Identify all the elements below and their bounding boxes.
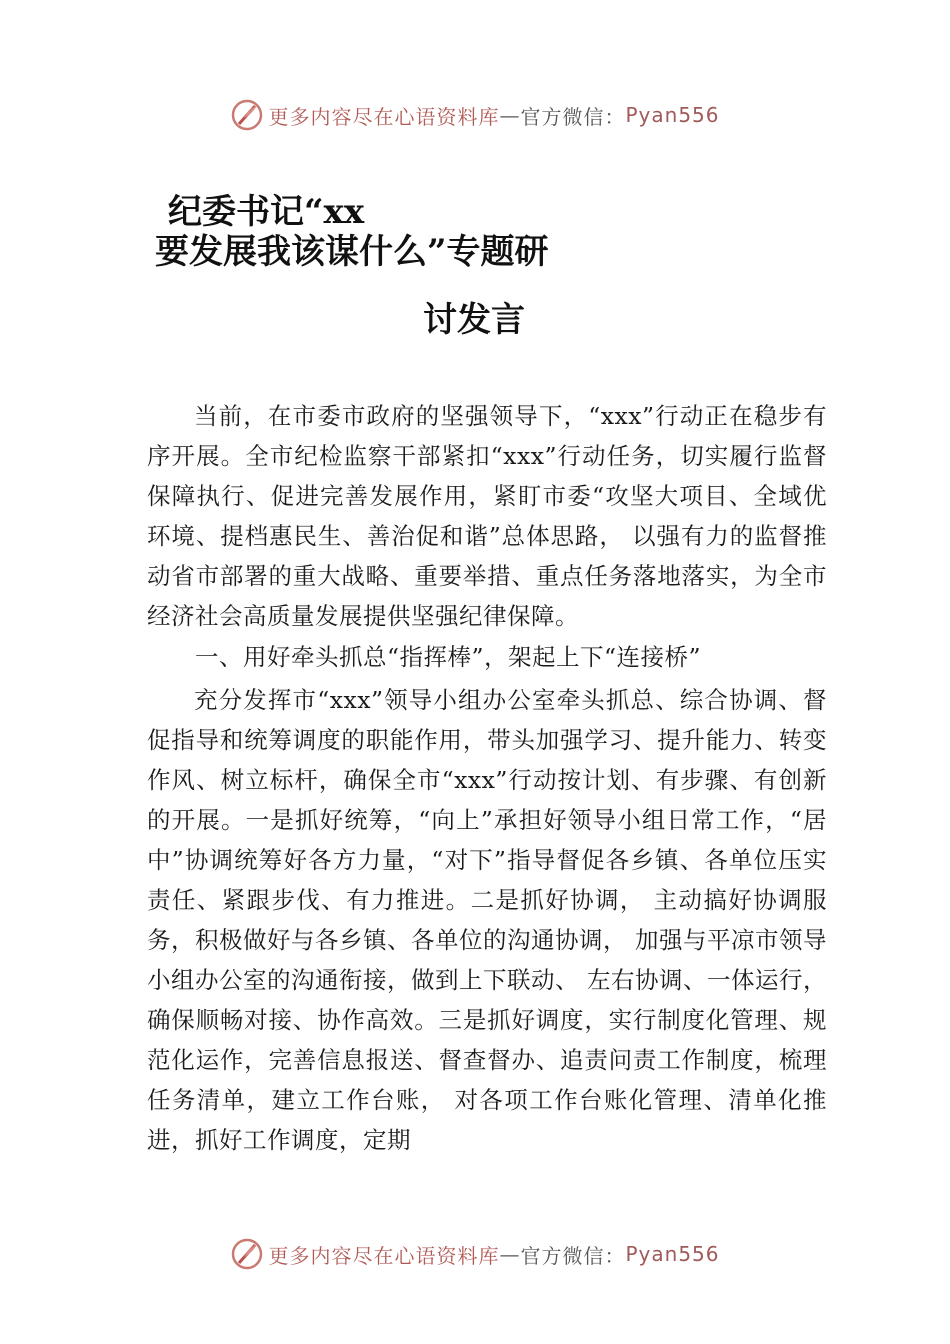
watermark-wechat-id: Pyan556 [625, 103, 720, 127]
watermark-label: 官方微信： [520, 104, 626, 129]
watermark-lead: 更多内容尽在心语资料库 [268, 1243, 500, 1268]
section-heading-1: 一、用好牵头抓总“指挥棒”，架起上下“连接桥” [195, 643, 702, 671]
watermark-wechat-id: Pyan556 [625, 1242, 720, 1266]
quill-logo-icon [230, 1237, 264, 1271]
watermark-banner-top [0, 95, 950, 135]
doc-title-line-3: 讨发言 [423, 300, 525, 340]
body-paragraph-1: 当前，在市委市政府的坚强领导下，“xxx”行动正在稳步有序开展。全市纪检监察干部紧扣“xxx”行动任务，切实履行监督保障执行、促进完善发展作用，紧盯市委“攻坚大项目、全域优环境、提档惠民生、善治促和谐”总体思路， 以强有力的监督推动省市部署的重大战略、重要举措、重点任务落地落实，为全市经济社会高质量发展提供坚强纪律保障。 [147, 402, 827, 630]
doc-title-line-2: 要发展我该谋什么”专题研 [155, 232, 549, 272]
doc-title-line-1: 纪委书记“xx [168, 192, 365, 232]
watermark-dash: — [499, 1242, 521, 1266]
watermark-lead: 更多内容尽在心语资料库 [268, 104, 500, 129]
quill-logo-icon [230, 98, 264, 132]
watermark-label: 官方微信： [520, 1243, 626, 1268]
body-paragraph-2: 充分发挥市“xxx”领导小组办公室牵头抓总、综合协调、督促指导和统筹调度的职能作用，带头加强学习、提升能力、转变作风、树立标杆，确保全市“xxx”行动按计划、有步骤、有创新的开展。一是抓好统筹，“向上”承担好领导小组日常工作，“居中”协调统筹好各方力量，“对下”指导督促各乡镇、各单位压实责任、紧跟步伐、有力推进。二是抓好协调， 主动搞好协调服务，积极做好与各乡镇、各单位的沟通协调， 加强与平凉市领导小组办公室的沟通衔接，做到上下联动、 左右协调、一体运行，确保顺畅对接、协作高效。三是抓好调度，实行制度化管理、规范化运作，完善信息报送、督查督办、追责问责工作制度，梳理任务清单，建立工作台账， 对各项工作台账化管理、清单化推进，抓好工作调度，定期 [147, 686, 827, 1154]
watermark-banner-bottom [0, 1234, 950, 1274]
watermark-dash: — [499, 103, 521, 127]
